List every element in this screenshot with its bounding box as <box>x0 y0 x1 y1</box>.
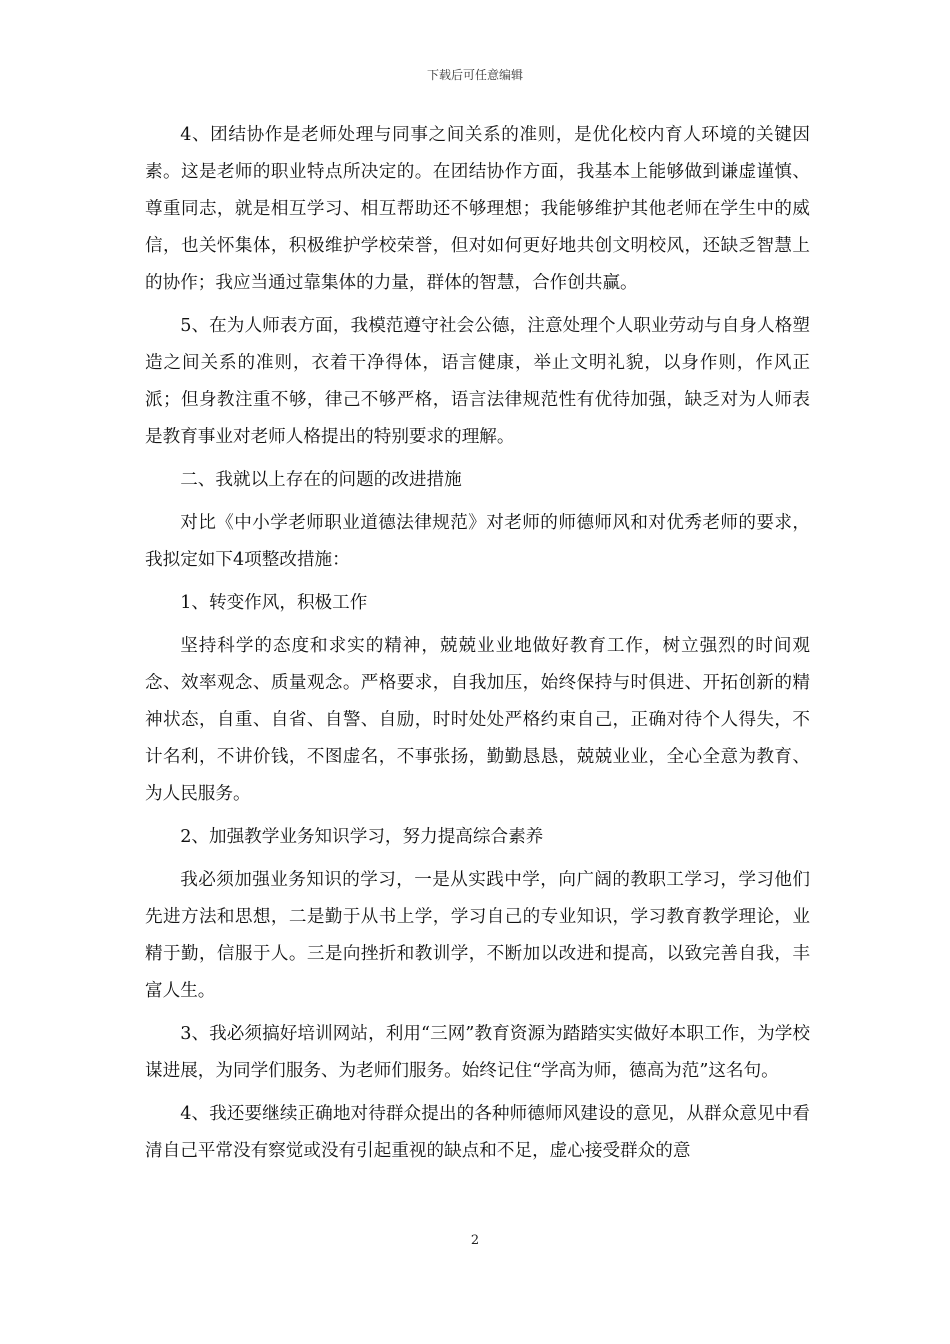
section-heading: 二、我就以上存在的问题的改进措施 <box>180 470 462 490</box>
paragraph: 我必须加强业务知识的学习，一是从实践中学，向广阔的教职工学习，学习他们先进方法和思想，二是勤于从书上学，学习自己的专业知识，学习教育教学理论，业精于勤，信服于人。三是向挫折和教训学，不断加以改进和提高，以致完善自我，丰富人生。 <box>145 870 810 1001</box>
paragraph: 坚持科学的态度和求实的精神，兢兢业业地做好教育工作，树立强烈的时间观念、效率观念、质量观念。严格要求，自我加压，始终保持与时俱进、开拓创新的精神状态，自重、自省、自警、自励，时时处处严格约束自己，正确对待个人得失，不计名利，不讲价钱，不图虚名，不事张扬，勤勤恳恳，兢兢业业，全心全意为教育、为人民服务。 <box>145 636 810 804</box>
paragraph: 4、团结协作是老师处理与同事之间关系的准则，是优化校内育人环境的关键因素。这是老师的职业特点所决定的。在团结协作方面，我基本上能够做到谦虚谨慎、尊重同志，就是相互学习、相互帮助还不够理想；我能够维护其他老师在学生中的威信，也关怀集体，积极维护学校荣誉，但对如何更好地共创文明校风，还缺乏智慧上的协作；我应当通过靠集体的力量，群体的智慧，合作创共赢。 <box>145 125 810 293</box>
subheading: 1、转变作风，积极工作 <box>180 593 368 613</box>
subheading: 2、加强教学业务知识学习，努力提高综合素养 <box>180 827 544 847</box>
paragraph: 5、在为人师表方面，我模范遵守社会公德，注意处理个人职业劳动与自身人格塑造之间关系的准则，衣着干净得体，语言健康，举止文明礼貌，以身作则，作风正派；但身教注重不够，律己不够严格，语言法律规范性有优待加强，缺乏对为人师表是教育事业对老师人格提出的特别要求的理解。 <box>145 316 810 447</box>
paragraph: 对比《中小学老师职业道德法律规范》对老师的师德师风和对优秀老师的要求，我拟定如下4项整改措施： <box>145 513 810 570</box>
document-body <box>145 117 810 1170</box>
paragraph: 3、我必须搞好培训网站，利用“三网”教育资源为踏踏实实做好本职工作，为学校谋进展，为同学们服务、为老师们服务。始终记住“学高为师，德高为范”这名句。 <box>145 1024 810 1081</box>
page-header: 下载后可任意编辑 <box>426 68 523 82</box>
paragraph: 4、我还要继续正确地对待群众提出的各种师德师风建设的意见，从群众意见中看清自己平常没有察觉或没有引起重视的缺点和不足，虚心接受群众的意 <box>145 1104 810 1161</box>
page-number: 2 <box>470 1233 480 1248</box>
